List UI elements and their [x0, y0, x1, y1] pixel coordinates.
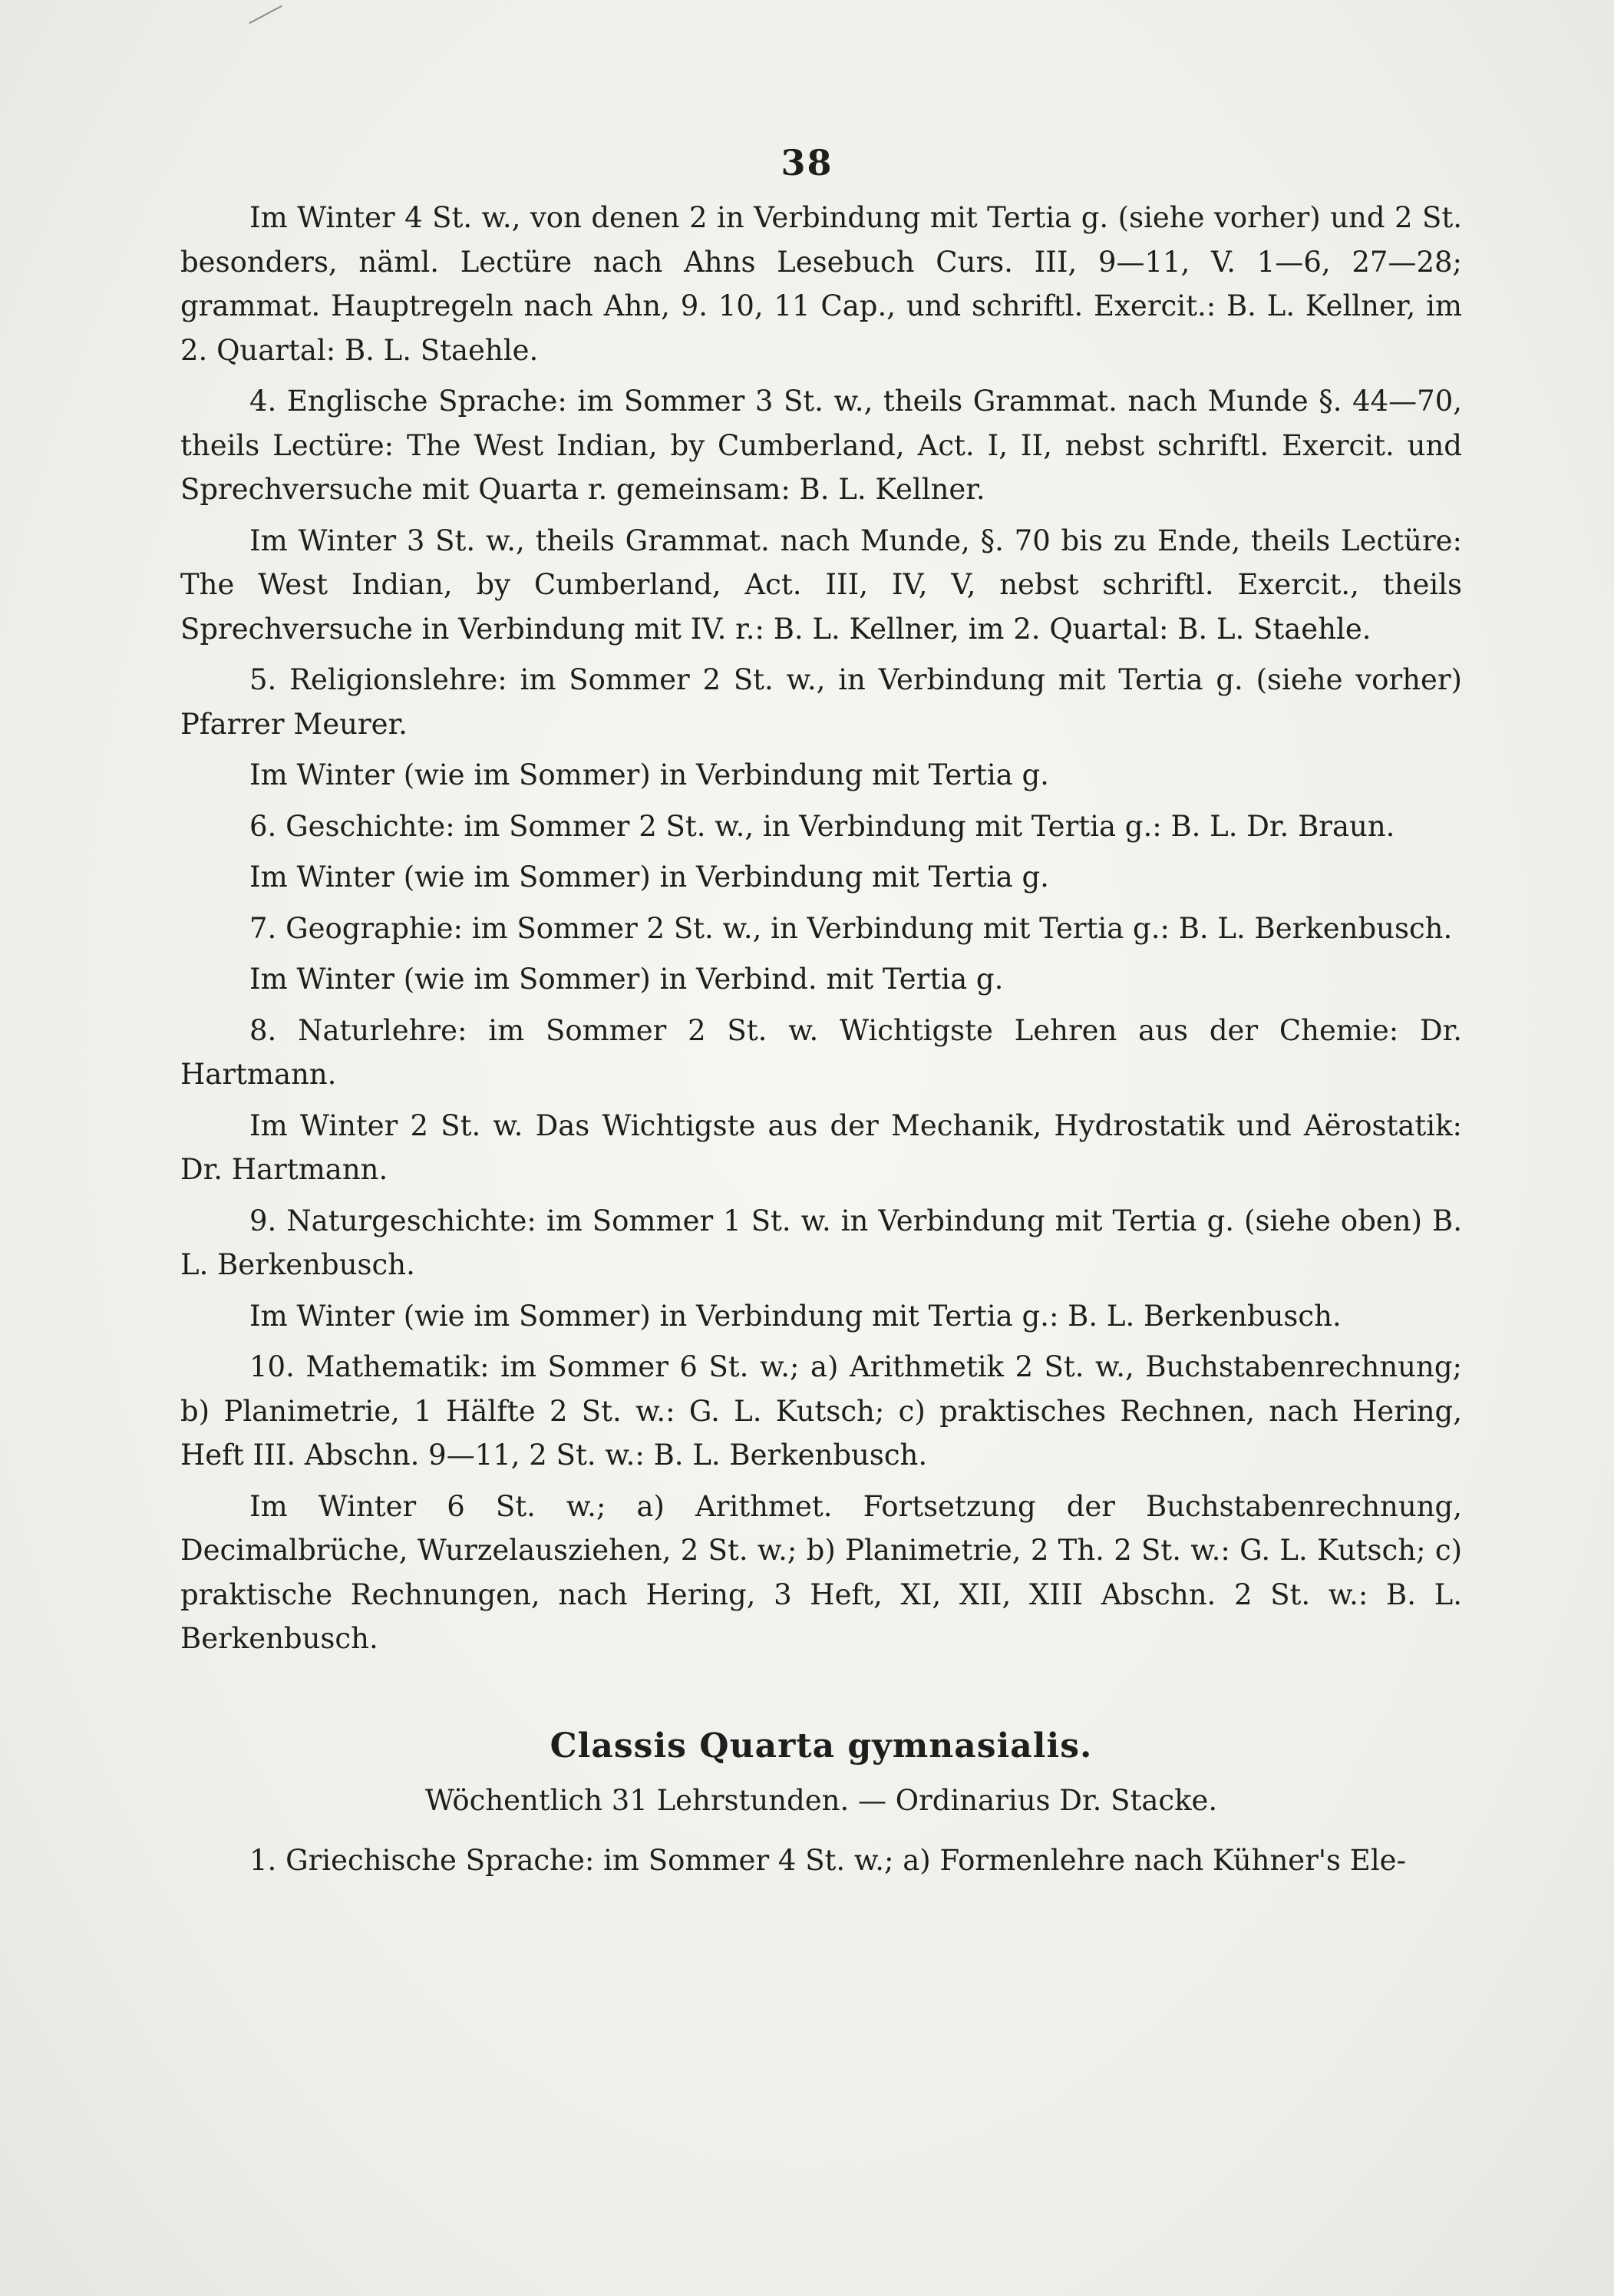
paragraph-religion-winter: Im Winter (wie im Sommer) in Verbindung mit Tertia g. [249, 758, 1049, 791]
paragraph-mathematics-summer: 10. Mathematik: im Sommer 6 St. w.; a) Arithmetik 2 St. w., Buchstabenrechnung; b) Planimetrie, 1 Hälfte 2 St. w.: G. L. Kutsch; c) praktisches Rechnen, nach Hering, Heft III. Abschn. 9—11, 2 St. w.: B. L. Berkenbusch. [180, 1350, 1462, 1472]
paragraph-religion-summer: 5. Religionslehre: im Sommer 2 St. w., in Verbindung mit Tertia g. (siehe vorher) Pfarrer Meurer. [180, 663, 1462, 741]
paragraph-physics-winter: Im Winter 2 St. w. Das Wichtigste aus der Mechanik, Hydrostatik und Aërostatik: Dr. Hartmann. [180, 1108, 1462, 1186]
paragraph-french-winter: Im Winter 4 St. w., von denen 2 in Verbindung mit Tertia g. (siehe vorher) und 2 St. besonders, näml. Lectüre nach Ahns Lesebuch Curs. III, 9—11, V. 1—6, 27—28; grammat. Hauptregeln nach Ahn, 9. 10, 11 Cap., und schriftl. Exercit.: B. L. Kellner, im 2. Quartal: B. L. Staehle. [180, 201, 1462, 367]
paragraph-mathematics-winter: Im Winter 6 St. w.; a) Arithmet. Fortsetzung der Buchstabenrechnung, Decimalbrüche, Wurzelausziehen, 2 St. w.; b) Planimetrie, 2 Th. 2 St. w.: G. L. Kutsch; c) praktische Rechnungen, nach Hering, 3 Heft, XI, XII, XIII Abschn. 2 St. w.: B. L. Berkenbusch. [180, 1489, 1462, 1655]
paragraph-history-summer: 6. Geschichte: im Sommer 2 St. w., in Verbindung mit Tertia g.: B. L. Dr. Braun. [249, 809, 1395, 843]
section-heading: Classis Quarta gymnasialis. [550, 1726, 1093, 1766]
page-number: 38 [781, 142, 833, 183]
paragraph-english-winter: Im Winter 3 St. w., theils Grammat. nach Munde, §. 70 bis zu Ende, theils Lectüre: The West Indian, by Cumberland, Act. III, IV, V, nebst schriftl. Exercit., theils Sprechversuche in Verbindung mit IV. r.: B. L. Kellner, im 2. Quartal: B. L. Staehle. [180, 524, 1462, 646]
paragraph-natural-history-winter: Im Winter (wie im Sommer) in Verbindung mit Tertia g.: B. L. Berkenbusch. [249, 1299, 1342, 1333]
corner-pen-mark [249, 5, 282, 24]
section-subheading: Wöchentlich 31 Lehrstunden. — Ordinarius Dr. Stacke. [424, 1784, 1218, 1817]
paragraph-geography-winter: Im Winter (wie im Sommer) in Verbind. mit Tertia g. [249, 963, 1004, 996]
body-text [180, 196, 1462, 1882]
paragraph-geography-summer: 7. Geographie: im Sommer 2 St. w., in Verbindung mit Tertia g.: B. L. Berkenbusch. [249, 911, 1453, 945]
paragraph-natural-history-summer: 9. Naturgeschichte: im Sommer 1 St. w. in Verbindung mit Tertia g. (siehe oben) B. L. Berkenbusch. [180, 1204, 1462, 1281]
paragraph-physics-summer: 8. Naturlehre: im Sommer 2 St. w. Wichtigste Lehren aus der Chemie: Dr. Hartmann. [180, 1013, 1462, 1091]
paragraph-english-summer: 4. Englische Sprache: im Sommer 3 St. w., theils Grammat. nach Munde §. 44—70, theils Lectüre: The West Indian, by Cumberland, Act. I, II, nebst schriftl. Exercit. und Sprechversuche mit Quarta r. gemeinsam: B. L. Kellner. [180, 385, 1462, 506]
paragraph-greek-summer: 1. Griechische Sprache: im Sommer 4 St. w.; a) Formenlehre nach Kühner's Ele- [249, 1843, 1407, 1877]
paragraph-history-winter: Im Winter (wie im Sommer) in Verbindung mit Tertia g. [249, 861, 1049, 894]
